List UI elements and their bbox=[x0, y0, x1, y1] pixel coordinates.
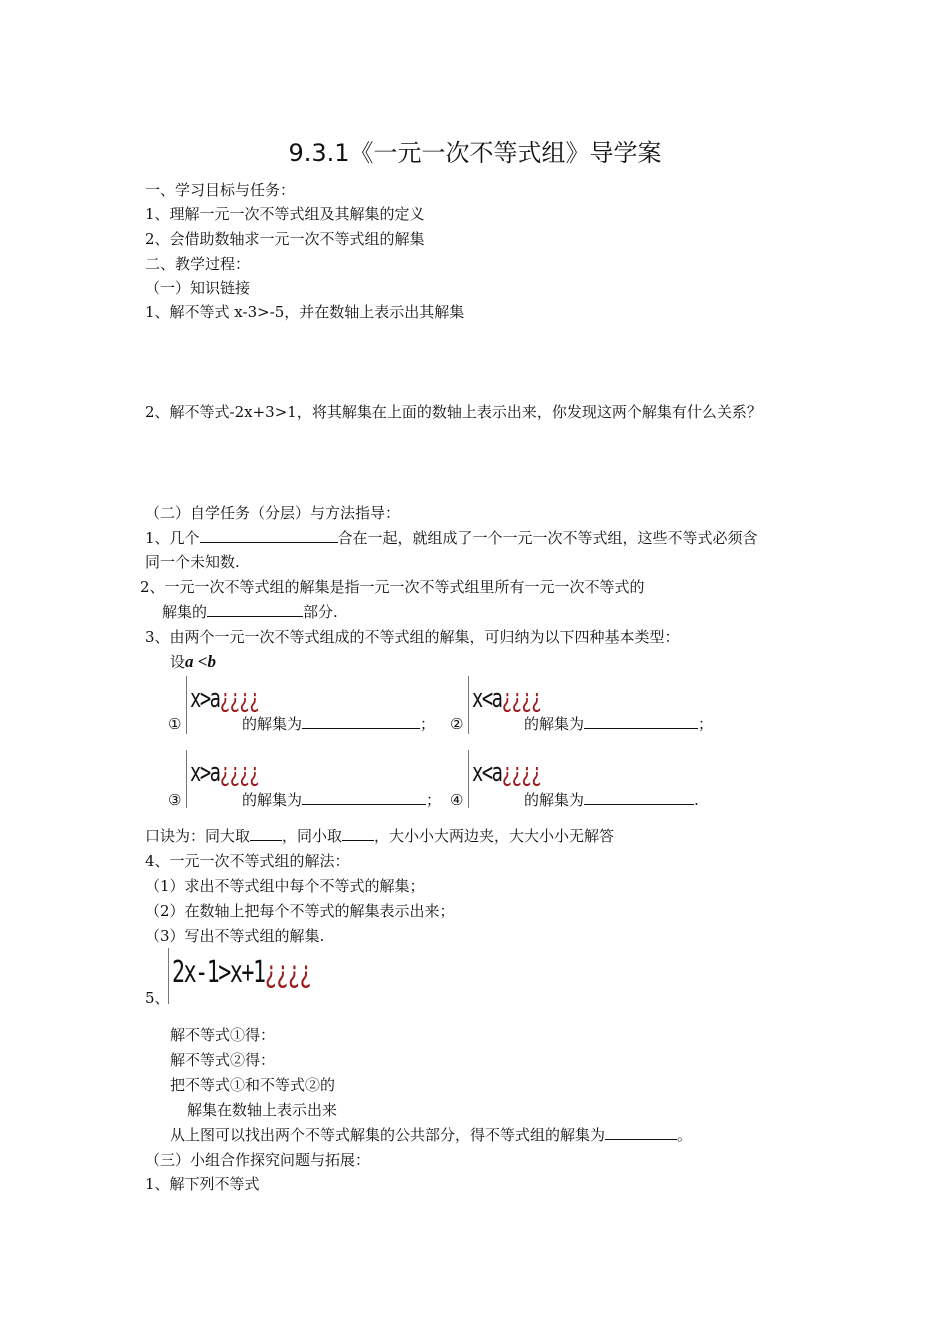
fill-item-2: 2、一元一次不等式组的解集是指一元一次不等式组里所有一元一次不等式的 bbox=[140, 578, 645, 596]
part-heading: （二）自学任务（分层）与方法指导： bbox=[145, 504, 401, 522]
answer-blank[interactable] bbox=[207, 602, 303, 617]
answer-blank[interactable] bbox=[342, 826, 374, 841]
text-line: 1、解下列不等式 bbox=[145, 1175, 260, 1193]
brace-icon bbox=[468, 750, 469, 808]
step-line: 解不等式①得： bbox=[170, 1026, 276, 1044]
mnemonic-line bbox=[145, 826, 614, 846]
brace-icon bbox=[186, 750, 187, 808]
text: 。 bbox=[677, 1126, 693, 1144]
text: 合在一起，就组成了一个一元一次不等式组，这些不等式必须含 bbox=[337, 529, 758, 547]
case-number: ② bbox=[450, 715, 464, 733]
inequality-system: x>a¿¿¿¿ bbox=[190, 684, 259, 714]
part-heading: （三）小组合作探究问题与拓展： bbox=[145, 1151, 371, 1169]
text: ，同小取 bbox=[282, 827, 343, 845]
case-answer bbox=[242, 790, 441, 810]
fill-item-1 bbox=[145, 528, 758, 548]
text-line: 3、由两个一元一次不等式组成的不等式组的解集，可归纳为以下四种基本类型： bbox=[145, 628, 680, 646]
step-line bbox=[170, 1125, 692, 1145]
item-number: 5、 bbox=[145, 989, 170, 1007]
inequality-system: x>a¿¿¿¿ bbox=[190, 758, 259, 788]
page-title: 9.3.1《一元一次不等式组》导学案 bbox=[288, 139, 662, 167]
inequality-system: x<a¿¿¿¿ bbox=[472, 684, 541, 714]
text: ； bbox=[426, 791, 442, 809]
answer-blank[interactable] bbox=[200, 528, 338, 543]
step-line: 解集在数轴上表示出来 bbox=[187, 1101, 338, 1119]
fill-item-2-cont bbox=[162, 602, 338, 622]
case-number: ④ bbox=[450, 791, 464, 809]
step-line: （2）在数轴上把每个不等式的解集表示出来； bbox=[145, 902, 455, 920]
text: 部分. bbox=[303, 603, 338, 621]
answer-blank[interactable] bbox=[250, 826, 282, 841]
text: 的解集为 bbox=[242, 791, 303, 809]
step-line: （1）求出不等式组中每个不等式的解集； bbox=[145, 877, 425, 895]
case-answer bbox=[524, 790, 699, 810]
math-expression: a <b bbox=[185, 652, 216, 671]
case-answer bbox=[524, 714, 713, 734]
part-heading: （一）知识链接 bbox=[145, 279, 251, 297]
inequality-system: 2x-1>x+1¿¿¿¿ bbox=[172, 955, 311, 990]
case-number: ① bbox=[168, 715, 182, 733]
step-line: （3）写出不等式组的解集. bbox=[145, 927, 325, 945]
text: 设 bbox=[170, 653, 186, 671]
step-line: 把不等式①和不等式②的 bbox=[170, 1076, 336, 1094]
text: . bbox=[694, 791, 699, 809]
text-line: 4、一元一次不等式组的解法： bbox=[145, 852, 350, 870]
answer-blank[interactable] bbox=[605, 1125, 677, 1140]
text: 的解集为 bbox=[242, 715, 303, 733]
text: ，大小小大两边夹，大大小小无解答 bbox=[374, 827, 615, 845]
text: 解集的 bbox=[162, 603, 208, 621]
answer-blank[interactable] bbox=[584, 714, 698, 729]
step-line: 解不等式②得： bbox=[170, 1051, 276, 1069]
text: 的解集为 bbox=[524, 791, 585, 809]
question-2: 2、解不等式-2x+3>1，将其解集在上面的数轴上表示出来，你发现这两个解集有什么关系？ bbox=[145, 403, 762, 421]
text: 从上图可以找出两个不等式解集的公共部分，得不等式组的解集为 bbox=[170, 1126, 606, 1144]
text-line: 同一个未知数. bbox=[145, 553, 240, 571]
text: 的解集为 bbox=[524, 715, 585, 733]
inequality-system: x<a¿¿¿¿ bbox=[472, 758, 541, 788]
section-heading: 二、教学过程： bbox=[145, 255, 251, 273]
goal-2: 2、会借助数轴求一元一次不等式组的解集 bbox=[145, 230, 425, 248]
answer-blank[interactable] bbox=[302, 790, 426, 805]
answer-blank[interactable] bbox=[302, 714, 420, 729]
case-number: ③ bbox=[168, 791, 182, 809]
text: ； bbox=[420, 715, 436, 733]
question-1: 1、解不等式 x-3>-5，并在数轴上表示出其解集 bbox=[145, 303, 465, 321]
answer-blank[interactable] bbox=[584, 790, 694, 805]
text: 1、几个 bbox=[145, 529, 200, 547]
condition bbox=[170, 652, 216, 672]
text: 口诀为：同大取 bbox=[145, 827, 251, 845]
goal-1: 1、理解一元一次不等式组及其解集的定义 bbox=[145, 205, 425, 223]
text: ； bbox=[698, 715, 714, 733]
brace-icon bbox=[186, 676, 187, 734]
case-answer bbox=[242, 714, 435, 734]
section-heading: 一、学习目标与任务： bbox=[145, 181, 296, 199]
brace-icon bbox=[468, 676, 469, 734]
